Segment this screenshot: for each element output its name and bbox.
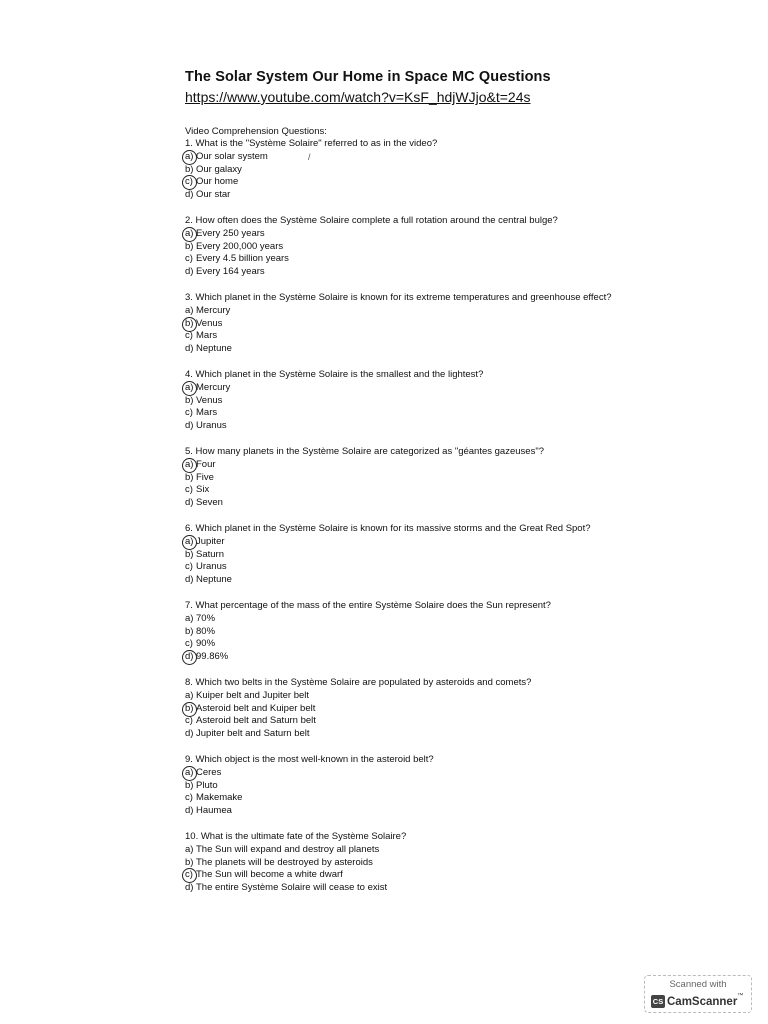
question-text: 6. Which planet in the Système Solaire is known for its massive storms and the Great Red Spot?: [185, 523, 591, 534]
option-text: Mars: [196, 330, 218, 342]
answer-option: [185, 318, 612, 331]
option-text: The Sun will expand and destroy all planets: [196, 843, 380, 855]
answer-option: [185, 857, 406, 870]
answer-option: [185, 266, 558, 279]
option-text: Venus: [196, 317, 223, 329]
question-block: [185, 292, 612, 356]
answer-option: [185, 151, 437, 164]
option-text: Our star: [196, 189, 231, 201]
answer-option: [185, 228, 558, 241]
question-text: 8. Which two belts in the Système Solaire are populated by asteroids and comets?: [185, 677, 532, 688]
option-text: 99.86%: [196, 651, 229, 663]
answer-option: [185, 805, 434, 818]
option-letter: d): [185, 805, 194, 817]
option-text: The Sun will become a white dwarf: [196, 869, 343, 881]
watermark-name: CamScanner: [667, 995, 738, 1008]
video-link[interactable]: https://www.youtube.com/watch?v=KsF_hdjWJjo&t=24s: [185, 89, 531, 105]
option-text: Asteroid belt and Saturn belt: [196, 715, 316, 727]
option-letter: c): [185, 253, 193, 265]
answer-option: [185, 574, 591, 587]
answer-option: [185, 176, 437, 189]
question-block: [185, 446, 544, 510]
option-text: Our solar system: [196, 150, 268, 162]
option-text: Uranus: [196, 561, 227, 573]
answer-option: [185, 382, 483, 395]
document-title: The Solar System Our Home in Space MC Questions: [185, 69, 551, 85]
question-text: 4. Which planet in the Système Solaire is the smallest and the lightest?: [185, 369, 484, 380]
question-block: [185, 215, 558, 279]
option-text: 90%: [196, 638, 216, 650]
answer-option: [185, 613, 551, 626]
circled-option-letter: b): [185, 703, 196, 716]
answer-option: [185, 472, 544, 485]
answer-option: [185, 728, 531, 741]
question-text: 3. Which planet in the Système Solaire is known for its extreme temperatures and greenhouse effect?: [185, 292, 612, 303]
option-text: Mercury: [196, 304, 231, 316]
option-text: Asteroid belt and Kuiper belt: [196, 702, 316, 714]
pen-mark: /: [308, 152, 311, 162]
option-text: Mercury: [196, 381, 231, 393]
option-letter: b): [185, 625, 194, 637]
answer-option: [185, 792, 434, 805]
option-letter: d): [185, 882, 194, 894]
option-text: 80%: [196, 625, 216, 637]
answer-option: [185, 703, 531, 716]
answer-option: [185, 715, 531, 728]
question-block: [185, 138, 437, 202]
answer-option: [185, 164, 437, 177]
option-text: Neptune: [196, 574, 232, 586]
option-text: Seven: [196, 497, 223, 509]
option-text: The entire Système Solaire will cease to exist: [196, 882, 388, 894]
answer-option: [185, 330, 612, 343]
option-text: Jupiter: [196, 535, 225, 547]
answer-option: [185, 395, 483, 408]
option-letter: d): [185, 189, 194, 201]
circled-option-letter: a): [185, 151, 196, 164]
answer-option: [185, 561, 591, 574]
answer-option: [185, 536, 591, 549]
option-letter: a): [185, 304, 194, 316]
option-letter: c): [185, 484, 193, 496]
answer-option: [185, 844, 406, 857]
answer-option: [185, 869, 406, 882]
option-letter: b): [185, 471, 194, 483]
option-letter: a): [185, 843, 194, 855]
circled-option-letter: a): [185, 228, 196, 241]
option-letter: d): [185, 420, 194, 432]
question-block: [185, 600, 551, 664]
option-text: Uranus: [196, 420, 227, 432]
option-letter: b): [185, 779, 194, 791]
circled-option-letter: a): [185, 382, 196, 395]
option-text: Our galaxy: [196, 163, 242, 175]
answer-option: [185, 549, 591, 562]
circled-option-letter: d): [185, 651, 196, 664]
answer-option: [185, 780, 434, 793]
camscanner-watermark: [644, 975, 752, 1013]
answer-option: [185, 253, 558, 266]
answer-option: [185, 343, 612, 356]
trademark-symbol: ™: [737, 993, 744, 999]
question-text: 1. What is the "Système Solaire" referred to as in the video?: [185, 138, 438, 149]
option-letter: c): [185, 792, 193, 804]
answer-option: [185, 459, 544, 472]
circled-option-letter: c): [185, 176, 196, 189]
option-text: The planets will be destroyed by asteroids: [196, 856, 373, 868]
option-text: Ceres: [196, 766, 222, 778]
option-text: Saturn: [196, 548, 224, 560]
option-letter: b): [185, 548, 194, 560]
option-text: Six: [196, 484, 210, 496]
option-text: Our home: [196, 176, 239, 188]
option-letter: c): [185, 330, 193, 342]
option-letter: a): [185, 612, 194, 624]
option-text: Every 164 years: [196, 266, 265, 278]
answer-option: [185, 638, 551, 651]
option-letter: c): [185, 407, 193, 419]
option-letter: d): [185, 266, 194, 278]
question-block: [185, 677, 531, 741]
question-text: 2. How often does the Système Solaire complete a full rotation around the central bulge?: [185, 215, 558, 226]
option-letter: d): [185, 343, 194, 355]
option-letter: c): [185, 638, 193, 650]
answer-option: [185, 651, 551, 664]
option-letter: b): [185, 394, 194, 406]
option-text: Pluto: [196, 779, 218, 791]
option-text: Mars: [196, 407, 218, 419]
option-letter: b): [185, 240, 194, 252]
answer-option: [185, 241, 558, 254]
option-text: Every 4.5 billion years: [196, 253, 289, 265]
answer-option: [185, 420, 483, 433]
option-text: Jupiter belt and Saturn belt: [196, 728, 310, 740]
option-letter: a): [185, 689, 194, 701]
circled-option-letter: b): [185, 318, 196, 331]
question-text: 10. What is the ultimate fate of the Système Solaire?: [185, 831, 407, 842]
option-text: Five: [196, 471, 214, 483]
circled-option-letter: c): [185, 869, 196, 882]
question-block: [185, 369, 483, 433]
watermark-caption: Scanned with: [669, 979, 727, 990]
answer-option: [185, 407, 483, 420]
option-text: Every 250 years: [196, 227, 265, 239]
option-text: Haumea: [196, 805, 232, 817]
option-text: Kuiper belt and Jupiter belt: [196, 689, 310, 701]
question-text: 5. How many planets in the Système Solaire are categorized as "géantes gazeuses"?: [185, 446, 544, 457]
answer-option: [185, 189, 437, 202]
option-text: Neptune: [196, 343, 232, 355]
answer-option: [185, 484, 544, 497]
section-intro: Video Comprehension Questions:: [185, 126, 327, 137]
option-letter: c): [185, 715, 193, 727]
circled-option-letter: a): [185, 536, 196, 549]
answer-option: [185, 497, 544, 510]
circled-option-letter: a): [185, 459, 196, 472]
option-text: 70%: [196, 612, 216, 624]
answer-option: [185, 767, 434, 780]
option-letter: d): [185, 574, 194, 586]
circled-option-letter: a): [185, 767, 196, 780]
watermark-brand: [651, 993, 743, 1011]
option-text: Four: [196, 458, 216, 470]
option-letter: c): [185, 561, 193, 573]
question-text: 7. What percentage of the mass of the entire Système Solaire does the Sun represent?: [185, 600, 551, 611]
option-letter: b): [185, 856, 194, 868]
option-text: Venus: [196, 394, 223, 406]
option-text: Makemake: [196, 792, 243, 804]
answer-option: [185, 690, 531, 703]
question-block: [185, 523, 591, 587]
question-block: [185, 831, 406, 895]
question-text: 9. Which object is the most well-known in the asteroid belt?: [185, 754, 434, 765]
camscanner-logo-icon: CS: [652, 997, 664, 1007]
answer-option: [185, 882, 406, 895]
answer-option: [185, 305, 612, 318]
option-text: Every 200,000 years: [196, 240, 284, 252]
answer-option: [185, 626, 551, 639]
option-letter: d): [185, 497, 194, 509]
option-letter: b): [185, 163, 194, 175]
option-letter: d): [185, 728, 194, 740]
question-block: [185, 754, 434, 818]
